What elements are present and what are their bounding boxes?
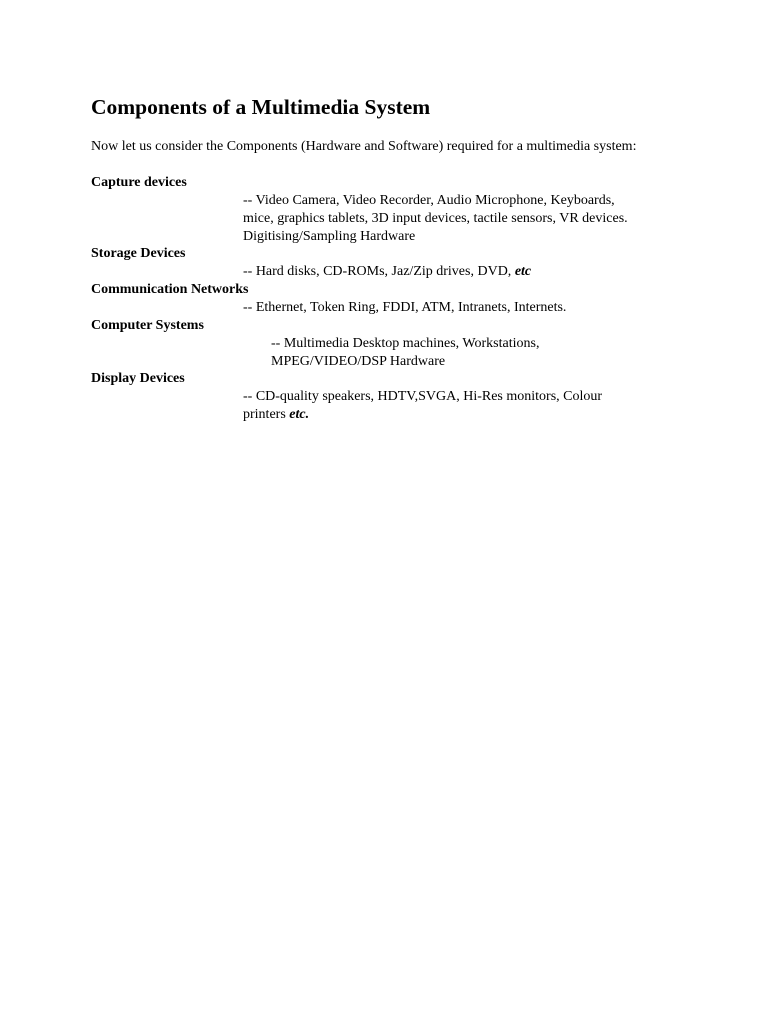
section-heading-capture-devices: Capture devices	[91, 175, 187, 190]
emphasis-text: etc	[514, 264, 532, 279]
body-line: MPEG/VIDEO/DSP Hardware	[271, 354, 446, 369]
body-line	[243, 263, 531, 281]
body-line: -- Multimedia Desktop machines, Workstations,	[271, 336, 540, 351]
section-body-communication-networks	[243, 299, 566, 317]
intro-paragraph: Now let us consider the Components (Hardware and Software) required for a multimedia system:	[91, 139, 637, 154]
section-body-computer-systems	[271, 335, 539, 371]
body-line: mice, graphics tablets, 3D input devices, tactile sensors, VR devices.	[243, 211, 628, 226]
section-heading-display-devices: Display Devices	[91, 371, 185, 386]
section-heading-computer-systems: Computer Systems	[91, 318, 204, 333]
body-line	[243, 406, 602, 424]
body-line: Digitising/Sampling Hardware	[243, 229, 416, 244]
section-heading-storage-devices: Storage Devices	[91, 246, 186, 261]
section-heading-communication-networks: Communication Networks	[91, 282, 249, 297]
emphasis-text: etc.	[289, 407, 310, 422]
body-line: -- Video Camera, Video Recorder, Audio Microphone, Keyboards,	[243, 193, 615, 208]
section-body-capture-devices	[243, 192, 628, 246]
body-line: -- Ethernet, Token Ring, FDDI, ATM, Intranets, Internets.	[243, 300, 567, 315]
body-line: -- CD-quality speakers, HDTV,SVGA, Hi-Res monitors, Colour	[243, 389, 603, 404]
section-body-storage-devices	[243, 263, 531, 281]
body-line-text: -- Hard disks, CD-ROMs, Jaz/Zip drives, DVD,	[243, 264, 515, 279]
section-body-display-devices	[243, 388, 602, 424]
document-title: Components of a Multimedia System	[91, 95, 431, 119]
body-line-text: printers	[243, 407, 290, 422]
